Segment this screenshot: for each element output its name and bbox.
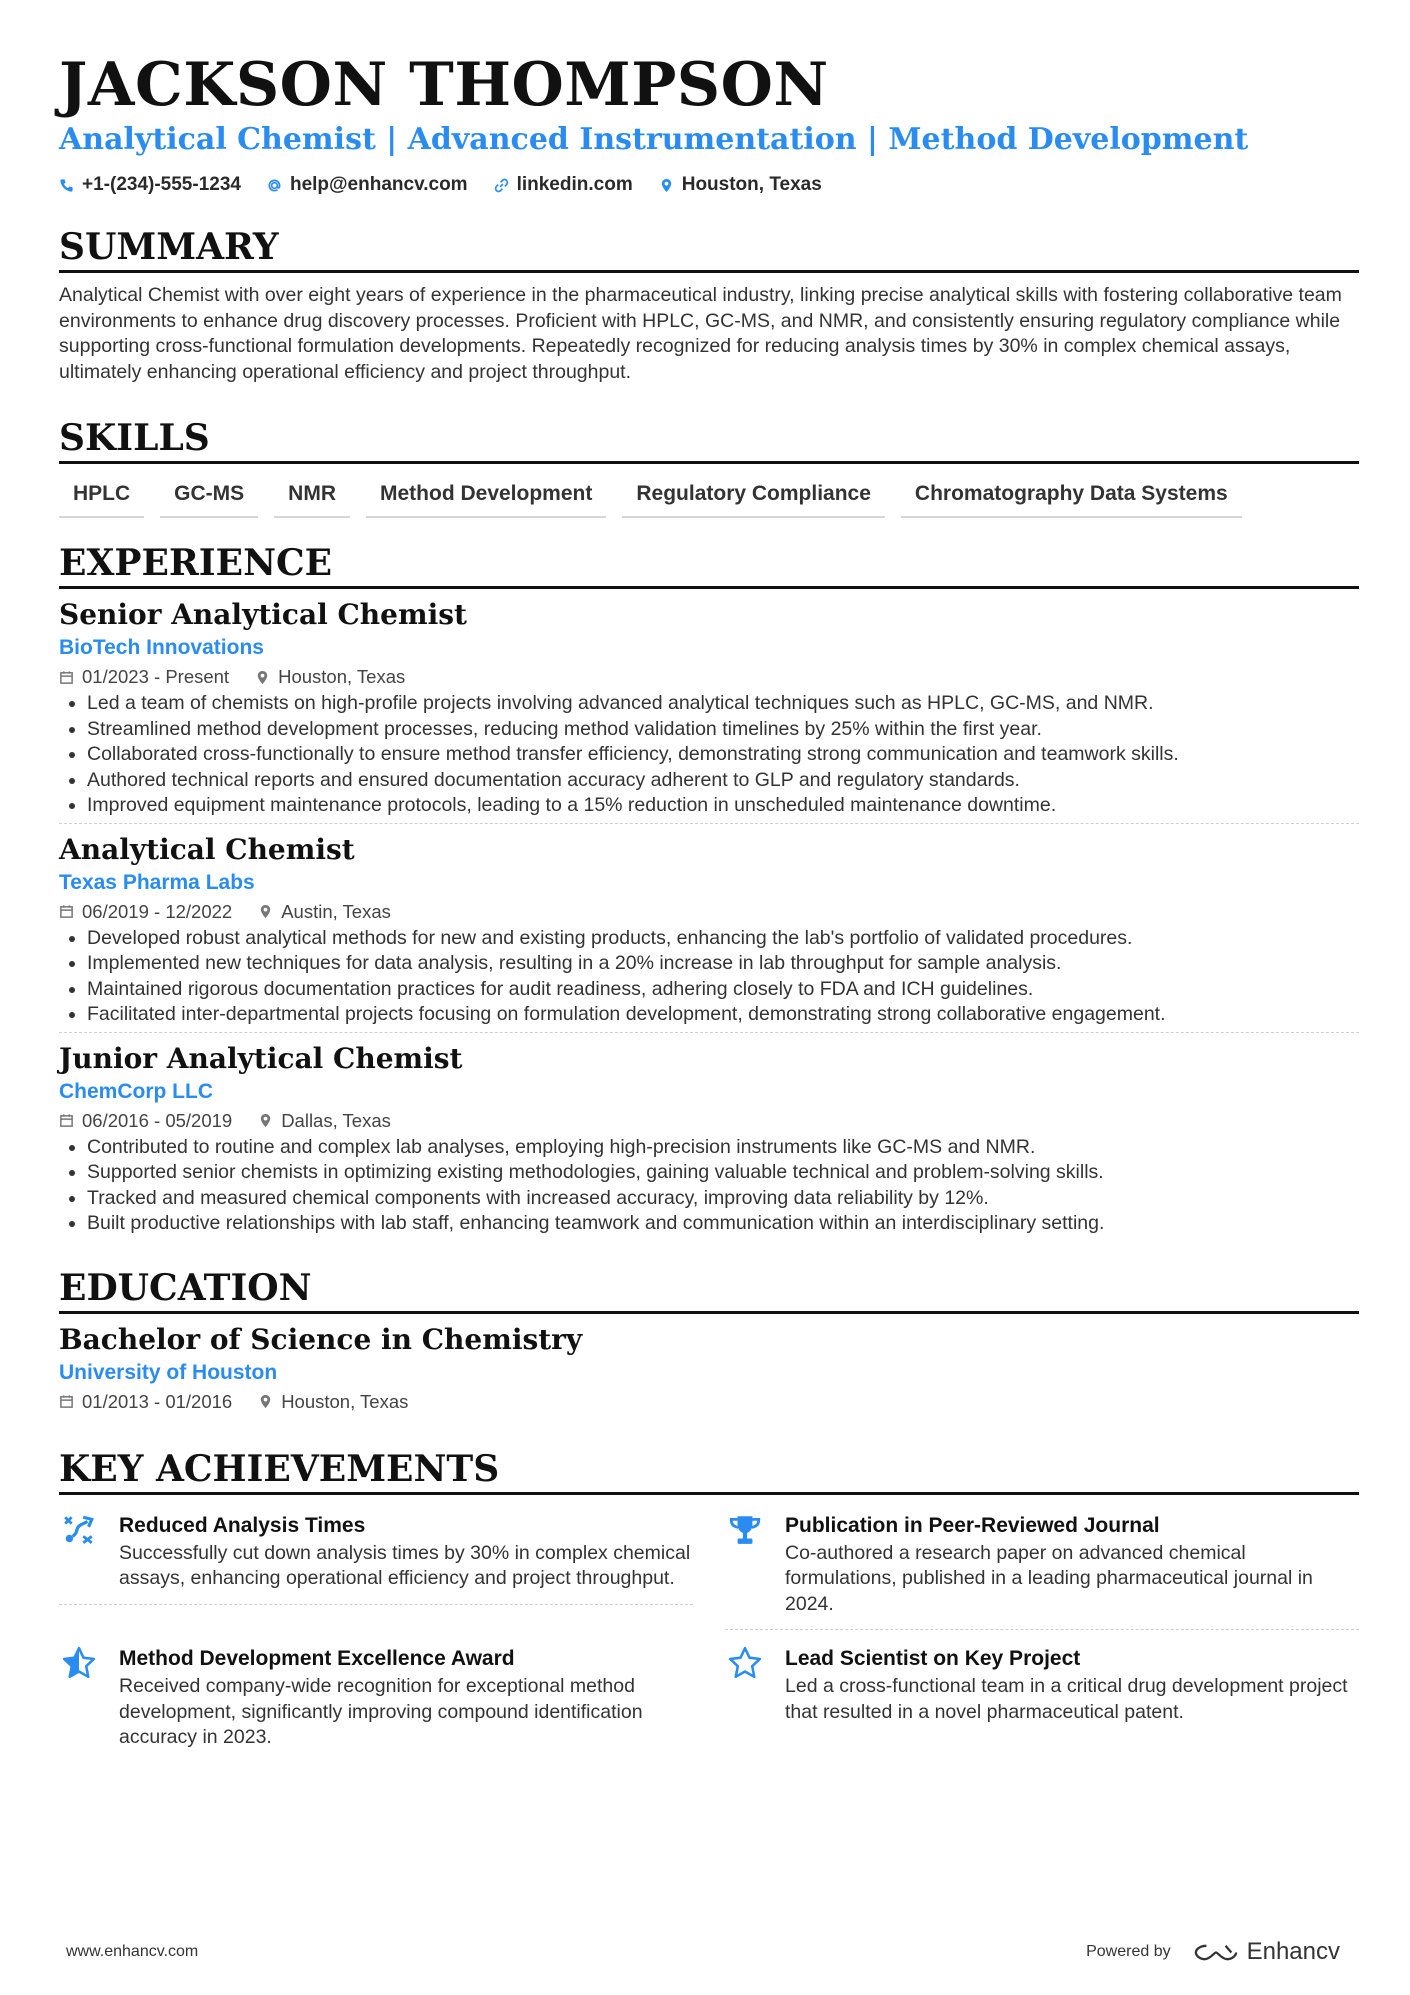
bullet: • Developed robust analytical methods for new and existing products, enhancing the lab's portfolio of validated procedures. (87, 926, 1359, 952)
education-section (59, 1265, 1359, 1416)
company-name: BioTech Innovations (59, 636, 264, 659)
achievement-desc: Led a cross-functional team in a critical drug development project that resulted in a novel pharmaceutical patent. (785, 1675, 1348, 1723)
achievement-item (725, 1507, 1359, 1641)
achievement-title: Lead Scientist on Key Project (785, 1647, 1081, 1670)
job-bullets (59, 926, 1359, 1028)
contact-location (659, 174, 822, 196)
email-text: help@enhancv.com (289, 174, 468, 195)
map-pin-icon (258, 1394, 273, 1409)
enhancv-logo[interactable] (1193, 1938, 1340, 1966)
bullet: • Streamlined method development processes, reducing method validation timelines by 25% within the first year. (87, 717, 1359, 743)
skill-tag: NMR (274, 478, 350, 518)
achievements-section (59, 1446, 1359, 1759)
education-dates (59, 1388, 232, 1416)
calendar-icon (59, 1394, 74, 1409)
job-location-text: Austin, Texas (281, 900, 391, 922)
education-dates-text: 01/2013 - 01/2016 (82, 1390, 233, 1412)
bullet: • Collaborated cross-functionally to ensure method transfer efficiency, demonstrating strong communication and teamwork skills. (87, 742, 1359, 768)
route-icon (62, 1513, 96, 1547)
company-name: Texas Pharma Labs (59, 870, 255, 894)
footer-brand (1086, 1938, 1340, 1966)
job-location (258, 898, 391, 926)
phone-icon (59, 178, 74, 193)
summary-section (59, 224, 1359, 385)
calendar-icon (59, 904, 74, 919)
at-icon (267, 178, 282, 193)
job-meta (59, 1107, 1359, 1135)
job-dates-text: 06/2016 - 05/2019 (82, 1109, 233, 1131)
company-name: ChemCorp LLC (59, 1079, 213, 1103)
star-outline-icon (728, 1646, 762, 1680)
calendar-icon (59, 1113, 74, 1128)
achievement-desc: Co-authored a research paper on advanced chemical formulations, published in a leading pharmaceutical journal in 2024. (785, 1541, 1313, 1615)
job-title: Analytical Chemist (59, 832, 355, 866)
job-dates-text: 01/2023 - Present (82, 666, 230, 687)
job-entry (59, 597, 1359, 819)
achievement-desc: Successfully cut down analysis times by 30% in complex chemical assays, enhancing operational efficiency and project throughput. (119, 1541, 691, 1589)
contact-bar (59, 174, 1359, 196)
skills-list (59, 478, 1359, 518)
job-title: Senior Analytical Chemist (59, 598, 467, 631)
education-meta (59, 1388, 1359, 1416)
job-meta (59, 663, 1359, 691)
footer-website[interactable]: www.enhancv.com (66, 1943, 199, 1960)
bullet: • Maintained rigorous documentation practices for audit readiness, adhering closely to FDA and ICH guidelines. (87, 977, 1359, 1003)
experience-section (59, 540, 1359, 1237)
skill-tag: Method Development (366, 478, 606, 518)
experience-title: EXPERIENCE (59, 540, 1359, 589)
bullet: • Facilitated inter-departmental projects focusing on formulation development, demonstrating strong collaborative engagement. (87, 1002, 1359, 1028)
calendar-icon (59, 670, 74, 685)
skills-title: SKILLS (59, 415, 1359, 464)
achievement-title: Reduced Analysis Times (119, 1513, 366, 1537)
linkedin-text: linkedin.com (516, 174, 633, 195)
bullet: • Tracked and measured chemical components with increased accuracy, improving data reliability by 12%. (87, 1186, 1359, 1212)
location-text: Houston, Texas (681, 174, 822, 195)
job-entry (59, 1041, 1359, 1237)
link-icon (494, 178, 509, 193)
job-location-text: Houston, Texas (278, 666, 406, 687)
map-pin-icon (258, 1113, 273, 1128)
achievements-grid (59, 1507, 1359, 1759)
bullet: • Built productive relationships with lab staff, enhancing teamwork and communication within an interdisciplinary setting. (87, 1211, 1359, 1237)
map-pin-icon (255, 670, 270, 685)
phone-text: +1-(234)-555-1234 (82, 174, 241, 195)
map-pin-icon (258, 904, 273, 919)
achievements-title: KEY ACHIEVEMENTS (59, 1446, 1359, 1495)
job-dates (59, 898, 232, 926)
job-dates (59, 663, 229, 691)
skill-tag: Chromatography Data Systems (901, 478, 1242, 518)
education-location (258, 1388, 408, 1416)
job-location (255, 663, 405, 691)
bullet: • Contributed to routine and complex lab analyses, employing high-precision instruments like GC-MS and NMR. (87, 1135, 1359, 1161)
headline: Analytical Chemist | Advanced Instrumentation | Method Development (59, 122, 1249, 157)
skills-section (59, 415, 1359, 518)
education-title: EDUCATION (59, 1265, 1359, 1314)
footer (66, 1938, 1340, 1966)
skill-tag: GC-MS (160, 478, 258, 518)
trophy-icon (728, 1513, 762, 1547)
divider (725, 1629, 1359, 1630)
education-location-text: Houston, Texas (281, 1390, 409, 1412)
divider (59, 1032, 1359, 1033)
bullet: • Implemented new techniques for data analysis, resulting in a 20% increase in lab throughput for sample analysis. (87, 951, 1359, 977)
powered-by-text: Powered by (1086, 1943, 1171, 1960)
achievement-title: Publication in Peer-Reviewed Journal (785, 1513, 1160, 1537)
contact-phone[interactable] (59, 174, 241, 196)
job-bullets (59, 1135, 1359, 1237)
job-dates-text: 06/2019 - 12/2022 (82, 900, 233, 922)
achievement-desc: Received company-wide recognition for exceptional method development, significantly improving compound identification accuracy in 2023. (119, 1675, 643, 1748)
job-title: Junior Analytical Chemist (59, 1041, 463, 1075)
job-meta (59, 898, 1359, 926)
education-entry (59, 1322, 1359, 1416)
divider (59, 1604, 693, 1605)
achievement-title: Method Development Excellence Award (119, 1647, 515, 1670)
job-location-text: Dallas, Texas (281, 1109, 391, 1131)
job-location (258, 1107, 391, 1135)
bullet: • Led a team of chemists on high-profile projects involving advanced analytical techniques such as HPLC, GC-MS, and NMR. (87, 691, 1359, 717)
degree: Bachelor of Science in Chemistry (59, 1322, 583, 1356)
summary-text: Analytical Chemist with over eight years of experience in the pharmaceutical industry, linking precise analytical skills with fostering collaborative team environments to enhance drug discovery processes. Proficient with HPLC, GC-MS, and NMR, and consistently ensuring regulatory compliance while supporting cross-functional formulation developments. Repeatedly recognized for reducing analysis times by 30% in complex chemical assays, ultimately enhancing operational efficiency and project throughput. (59, 284, 1342, 383)
bullet: • Authored technical reports and ensured documentation accuracy adherent to GLP and regulatory standards. (87, 768, 1359, 794)
resume-page (59, 50, 1359, 1759)
achievement-item (59, 1640, 693, 1759)
contact-email[interactable] (267, 174, 468, 196)
achievement-item (59, 1507, 693, 1641)
summary-title: SUMMARY (59, 224, 1359, 273)
job-entry (59, 832, 1359, 1028)
job-dates (59, 1107, 232, 1135)
achievement-item (725, 1640, 1359, 1759)
enhancv-logo-icon (1193, 1941, 1239, 1964)
brand-name: Enhancv (1246, 1938, 1340, 1965)
map-pin-icon (659, 178, 674, 193)
candidate-name: JACKSON THOMPSON (59, 50, 829, 120)
job-bullets (59, 691, 1359, 819)
bullet: • Improved equipment maintenance protocols, leading to a 15% reduction in unscheduled maintenance downtime. (87, 793, 1359, 819)
skill-tag: Regulatory Compliance (622, 478, 885, 518)
star-half-icon (62, 1646, 96, 1680)
school-name: University of Houston (59, 1360, 278, 1384)
bullet: • Supported senior chemists in optimizing existing methodologies, gaining valuable technical and problem-solving skills. (87, 1160, 1359, 1186)
divider (59, 823, 1359, 824)
skill-tag: HPLC (59, 478, 144, 518)
contact-linkedin[interactable] (494, 174, 633, 196)
